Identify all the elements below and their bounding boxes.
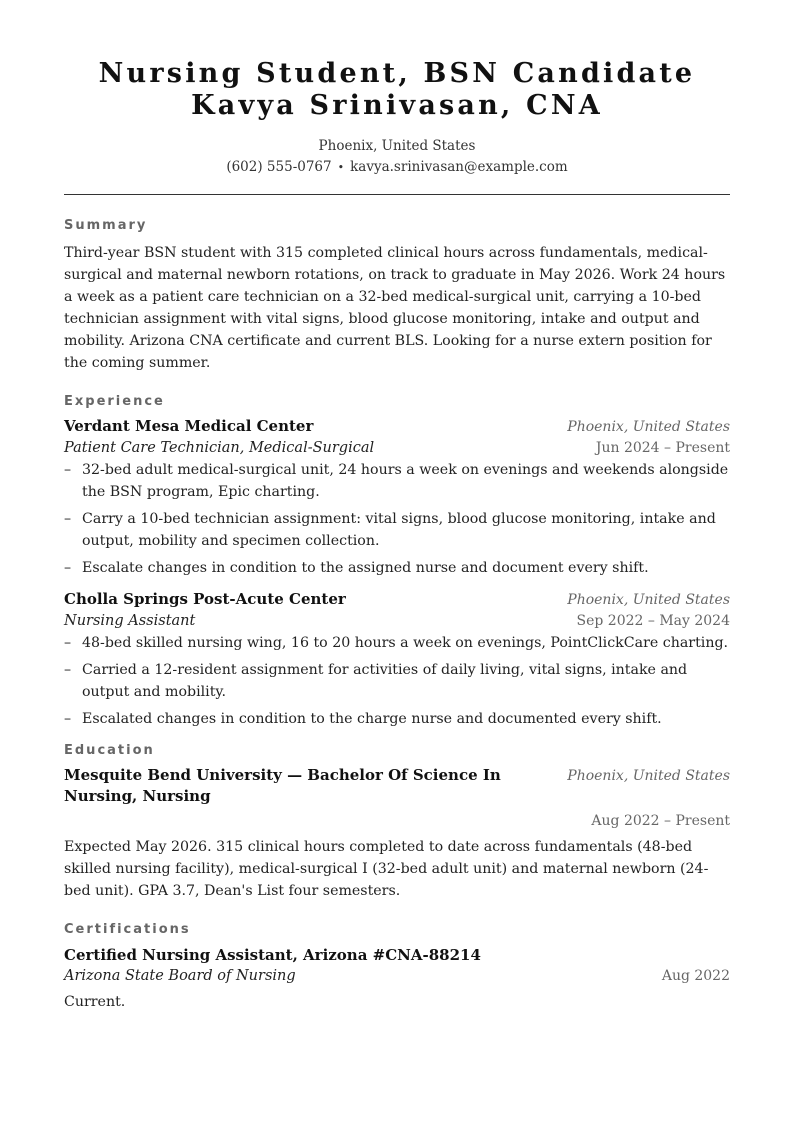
- employer-name: Cholla Springs Post-Acute Center: [64, 590, 346, 608]
- bullet-separator: •: [337, 161, 345, 174]
- degree-title: Mesquite Bend University — Bachelor Of Science In Nursing, Nursing: [64, 766, 501, 805]
- header-divider: [64, 194, 730, 195]
- job-role: Patient Care Technician, Medical-Surgical: [64, 440, 375, 456]
- certification-name: Certified Nursing Assistant, Arizona #CNA-88214: [64, 946, 481, 964]
- dash-marker: –: [64, 560, 72, 576]
- certification-status: Current.: [64, 994, 126, 1010]
- name-line-2: Kavya Srinivasan, CNA: [191, 90, 603, 121]
- dash-marker: –: [64, 711, 72, 727]
- entry-header: [64, 416, 730, 438]
- bullet-item: [64, 659, 730, 703]
- contact-email[interactable]: kavya.srinivasan@example.com: [350, 159, 568, 175]
- bullet-text: Escalated changes in condition to the charge nurse and documented every shift.: [82, 711, 662, 727]
- section-title-summary: Summary: [64, 218, 148, 233]
- job-bullets: [64, 459, 730, 579]
- resume-header: [64, 0, 730, 195]
- contact-location: Phoenix, United States: [318, 138, 476, 154]
- dash-marker: –: [64, 462, 72, 478]
- section-title-experience: Experience: [64, 394, 165, 409]
- bullet-item: [64, 508, 730, 552]
- contact-phone: (602) 555-0767: [226, 159, 332, 175]
- resume-page: [64, 0, 730, 1013]
- experience-entry: [64, 416, 730, 579]
- employer-name: Verdant Mesa Medical Center: [64, 417, 314, 435]
- job-bullets: [64, 632, 730, 730]
- name-heading: [64, 58, 730, 122]
- entry-header: [64, 765, 730, 807]
- summary-text: Third-year BSN student with 315 completed clinical hours across fundamentals, medical-surgical and maternal newborn rotations, on track to graduate in May 2026. Work 24 hours a week as a patient care technician on a 32-bed medical-surgical unit, carrying a 10-bed technician assignment with vital signs, blood glucose monitoring, intake and output and mobility. Arizona CNA certificate and current BLS. Looking for a nurse extern position for the coming summer.: [64, 245, 726, 371]
- section-title-education: Education: [64, 743, 155, 758]
- dash-marker: –: [64, 511, 72, 527]
- certification-entry: [64, 944, 730, 1013]
- bullet-item: [64, 632, 730, 654]
- employer-location: Phoenix, United States: [567, 419, 730, 435]
- bullet-text: Carry a 10-bed technician assignment: vital signs, blood glucose monitoring, intake and output, mobility and specimen collection.: [82, 511, 716, 549]
- bullet-item: [64, 557, 730, 579]
- employer-location: Phoenix, United States: [567, 592, 730, 608]
- experience-entry: [64, 589, 730, 730]
- bullet-text: Escalate changes in condition to the assigned nurse and document every shift.: [82, 560, 649, 576]
- education-dates: Aug 2022 – Present: [591, 813, 730, 829]
- entry-subheader: [64, 966, 730, 987]
- education-details: Expected May 2026. 315 clinical hours completed to date across fundamentals (48-bed skilled nursing facility), medical-surgical I (32-bed adult unit) and maternal newborn (24-bed unit). GPA 3.7, Dean's List four semesters.: [64, 839, 709, 899]
- job-dates: Jun 2024 – Present: [595, 440, 730, 456]
- bullet-text: 32-bed adult medical-surgical unit, 24 hours a week on evenings and weekends alongside the BSN program, Epic charting.: [82, 462, 729, 500]
- section-title-certifications: Certifications: [64, 922, 191, 937]
- entry-header: [64, 944, 730, 966]
- job-dates: Sep 2022 – May 2024: [576, 613, 730, 629]
- bullet-text: Carried a 12-resident assignment for activities of daily living, vital signs, intake and output and mobility.: [82, 662, 688, 700]
- bullet-text: 48-bed skilled nursing wing, 16 to 20 hours a week on evenings, PointClickCare charting.: [82, 635, 729, 651]
- entry-subheader: [64, 611, 730, 632]
- school-location: Phoenix, United States: [567, 768, 730, 784]
- entry-subheader: [64, 438, 730, 459]
- certification-issuer: Arizona State Board of Nursing: [64, 968, 296, 984]
- name-line-1: Nursing Student, BSN Candidate: [98, 58, 696, 89]
- job-role: Nursing Assistant: [64, 613, 196, 629]
- bullet-item: [64, 459, 730, 503]
- bullet-item: [64, 708, 730, 730]
- dash-marker: –: [64, 635, 72, 651]
- certification-date: Aug 2022: [661, 968, 730, 984]
- dash-marker: –: [64, 662, 72, 678]
- contact-line: [64, 157, 730, 178]
- entry-header: [64, 589, 730, 611]
- education-entry: [64, 765, 730, 902]
